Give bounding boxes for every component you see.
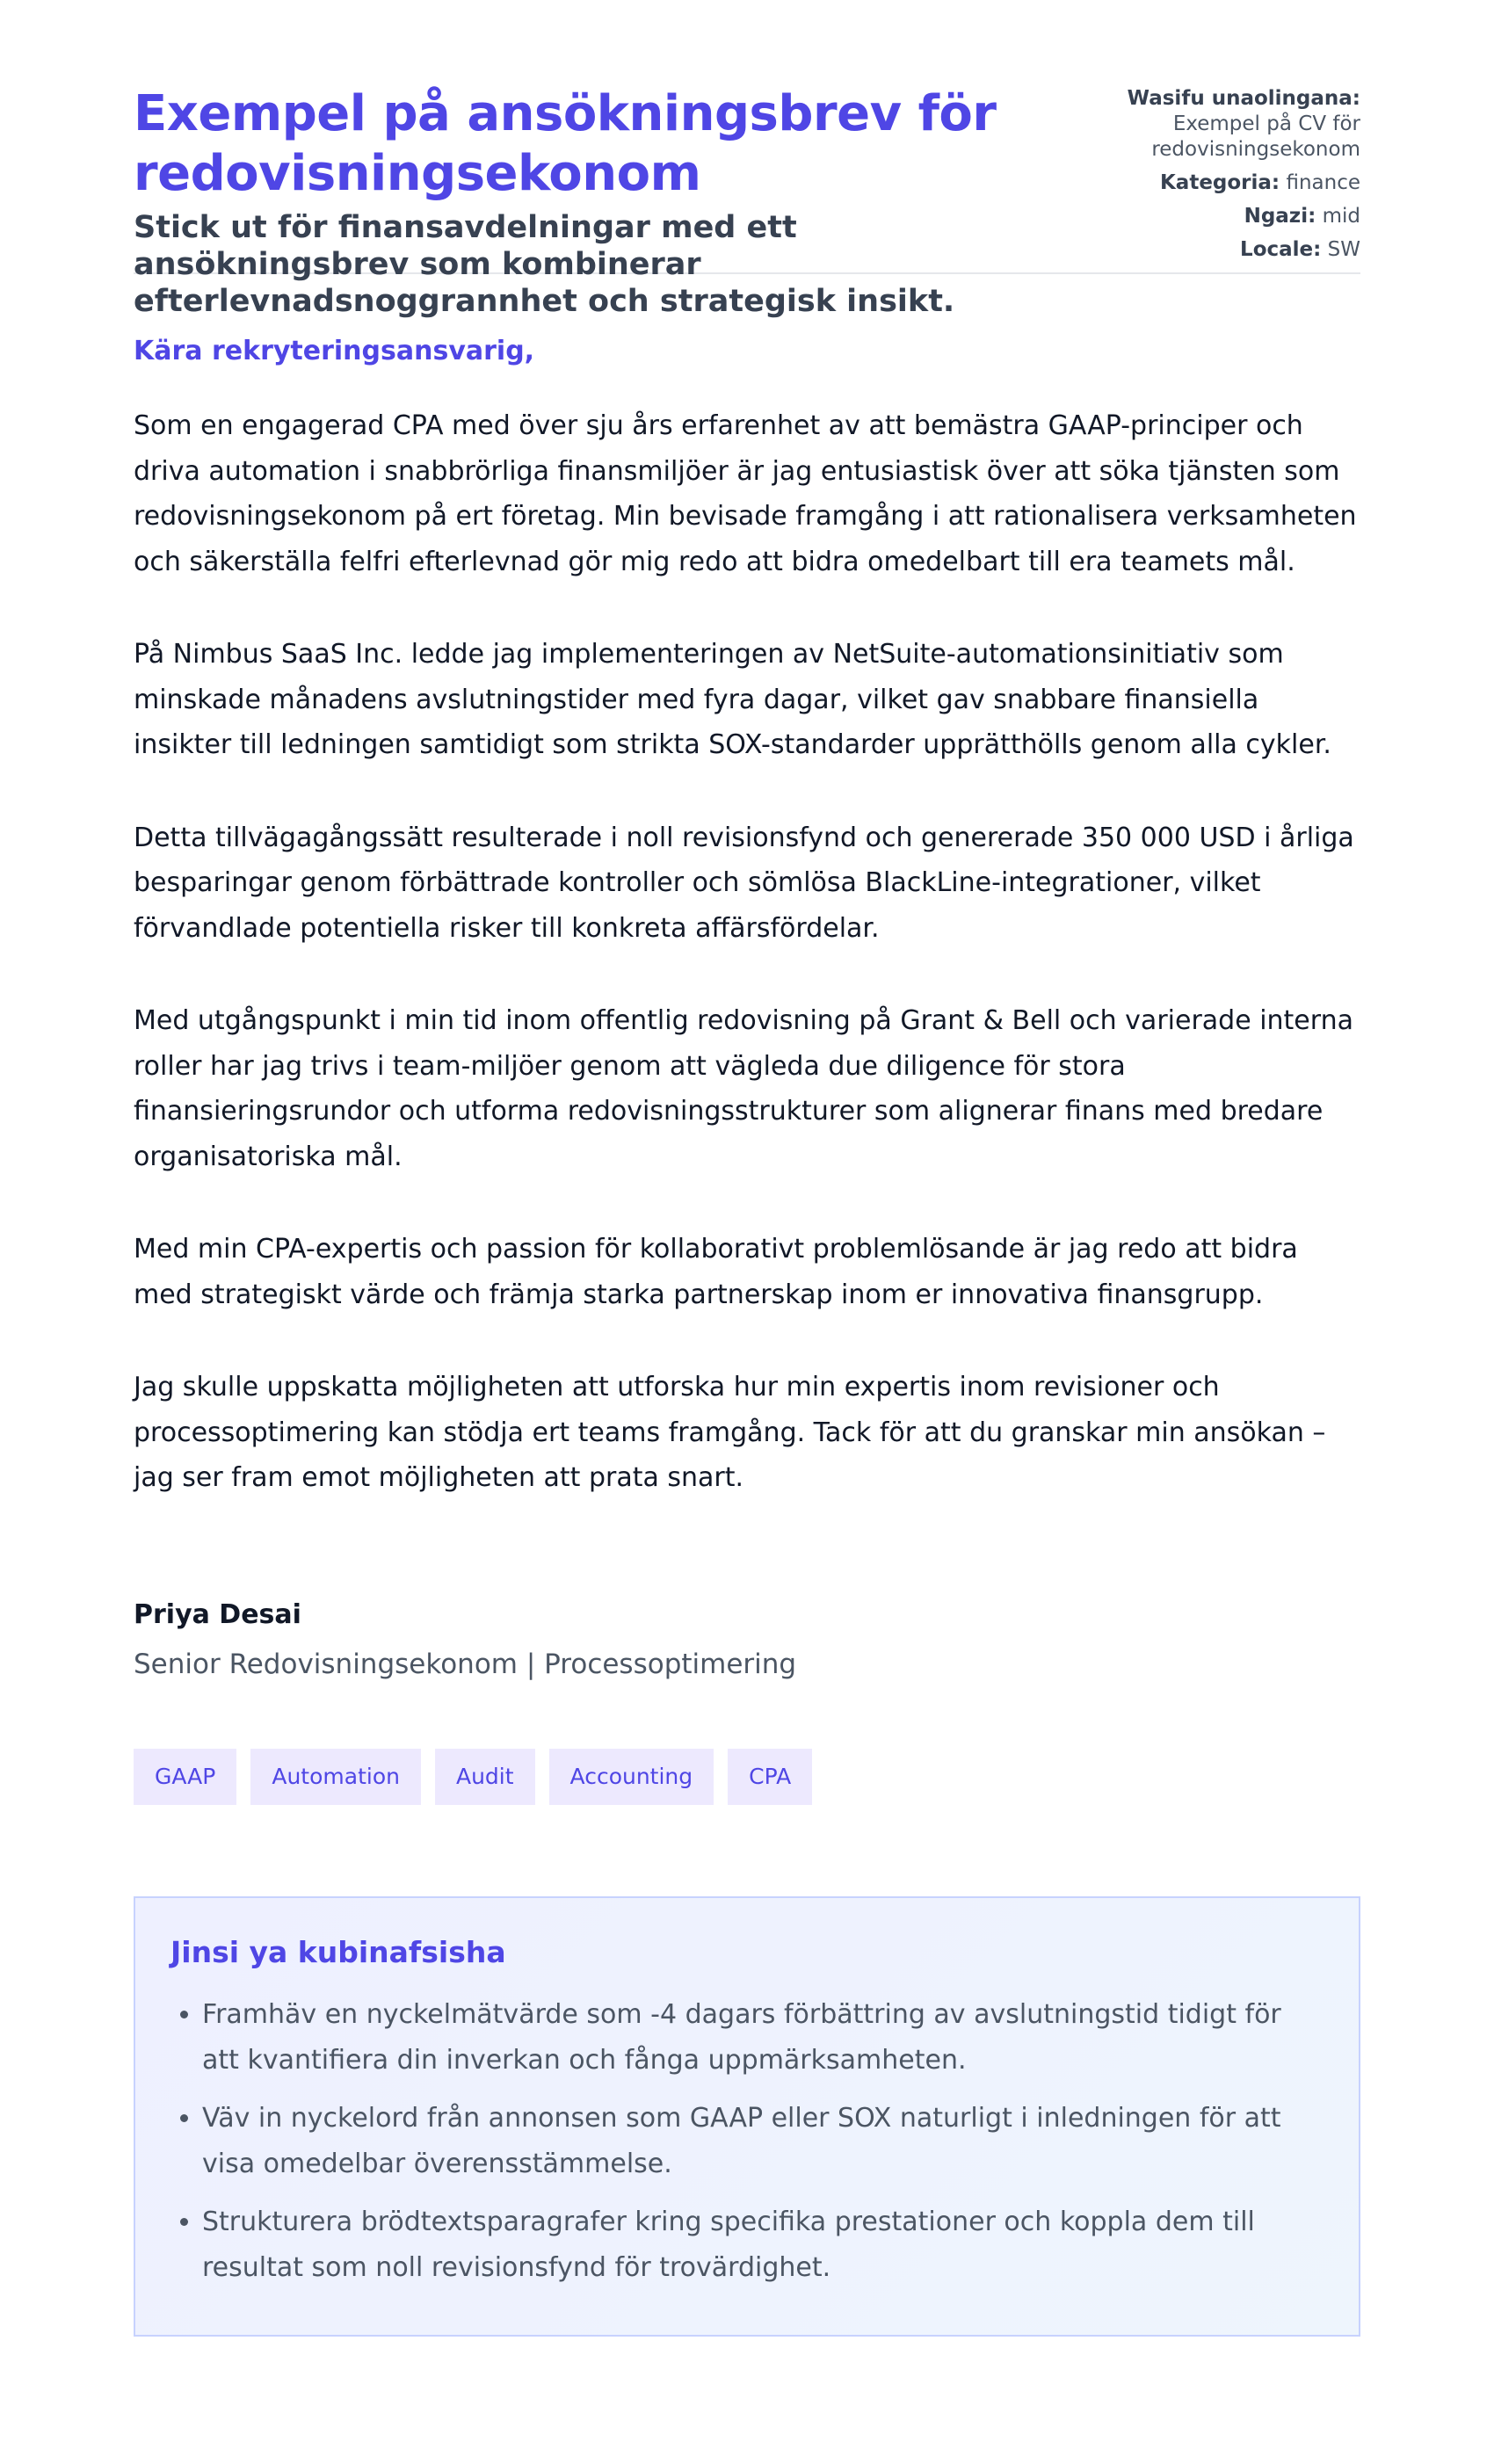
meta-category <box>1079 170 1360 196</box>
signature-name: Priya Desai <box>134 1598 301 1630</box>
letter-greeting: Kära rekryteringsansvarig, <box>134 336 535 366</box>
meta-locale-value: SW <box>1327 238 1360 261</box>
tag-gaap[interactable]: GAAP <box>134 1749 236 1805</box>
meta-level-value: mid <box>1322 205 1360 228</box>
signature-role: Senior Redovisningsekonom | Processoptimering <box>134 1648 797 1680</box>
meta-matching-cv <box>1079 86 1360 163</box>
tip-item: • Strukturera brödtextsparagrafer kring specifika prestationer och koppla dem till resultat som noll revisionsfynd för trovärdighet. <box>202 2199 1324 2291</box>
meta-level-label: Ngazi: <box>1244 205 1316 228</box>
meta-level <box>1079 203 1360 229</box>
tip-item: • Väv in nyckelord från annonsen som GAAP eller SOX naturligt i inledningen för att visa omedelbar överensstämmelse. <box>202 2096 1324 2187</box>
tag-cpa[interactable]: CPA <box>728 1749 812 1805</box>
letter-paragraph: Som en engagerad CPA med över sju års erfarenhet av att bemästra GAAP-principer och driva automation i snabbrörliga finansmiljöer är jag entusiastisk över att söka tjänsten som redovisningsekonom på ert företag. Min bevisade framgång i att rationalisera verksamheten och säkerställa felfri efterlevnad gör mig redo att bidra omedelbart till era teamets mål. <box>134 410 1357 577</box>
tag-accounting[interactable]: Accounting <box>549 1749 714 1805</box>
meta-cv-label: Wasifu unaolingana: <box>1127 87 1360 110</box>
tips-title: Jinsi ya kubinafsisha <box>170 1934 506 1969</box>
tag-list <box>134 1749 1360 1805</box>
signature-block <box>134 1598 1360 1682</box>
tag-audit[interactable]: Audit <box>435 1749 535 1805</box>
page-title: Exempel på ansökningsbrev för redovisningsekonom <box>134 85 997 202</box>
meta-locale <box>1079 236 1360 263</box>
page-header <box>134 0 1360 319</box>
letter-paragraph: Med utgångspunkt i min tid inom offentlig redovisning på Grant & Bell och varierade interna roller har jag trivs i team-miljöer genom att vägleda due diligence för stora finansieringsrundor och utforma redovisningsstrukturer som alignerar finans med bredare organisatoriska mål. <box>134 1005 1353 1172</box>
tips-list <box>170 1992 1324 2291</box>
letter-paragraph: På Nimbus SaaS Inc. ledde jag implementeringen av NetSuite-automationsinitiativ som minskade månadens avslutningstider med fyra dagar, vilket gav snabbare finansiella insikter till ledningen samtidigt som strikta SOX-standarder upprätthölls genom alla cykler. <box>134 639 1331 760</box>
meta-category-label: Kategoria: <box>1159 171 1280 194</box>
tag-automation[interactable]: Automation <box>250 1749 421 1805</box>
meta-cv-link[interactable]: Exempel på CV för redovisningsekonom <box>1151 112 1360 161</box>
letter-paragraph: Med min CPA-expertis och passion för kollaborativt problemlösande är jag redo att bidra med strategiskt värde och främja starka partnerskap inom er innovativa finansgrupp. <box>134 1234 1298 1310</box>
letter-body <box>134 403 1360 1501</box>
page-subtitle: Stick ut för finansavdelningar med ett ansökningsbrev som kombinerar efterlevnadsnoggrannhet och strategisk insikt. <box>134 210 955 319</box>
letter-paragraph: Detta tillvägagångssätt resulterade i noll revisionsfynd och genererade 350 000 USD i årliga besparingar genom förbättrade kontroller och sömlösa BlackLine-integrationer, vilket förvandlade potentiella risker till konkreta affärsfördelar. <box>134 822 1354 944</box>
meta-category-value: finance <box>1286 171 1360 194</box>
meta-panel <box>1079 86 1360 270</box>
tip-item: • Framhäv en nyckelmätvärde som -4 dagars förbättring av avslutningstid tidigt för att kvantifiera din inverkan och fånga uppmärksamheten. <box>202 1992 1324 2084</box>
meta-locale-label: Locale: <box>1240 238 1322 261</box>
letter-paragraph: Jag skulle uppskatta möjligheten att utforska hur min expertis inom revisioner och processoptimering kan stödja ert teams framgång. Tack för att du granskar min ansökan – jag ser fram emot möjligheten att prata snart. <box>134 1372 1326 1493</box>
customization-tips <box>134 1896 1360 2337</box>
